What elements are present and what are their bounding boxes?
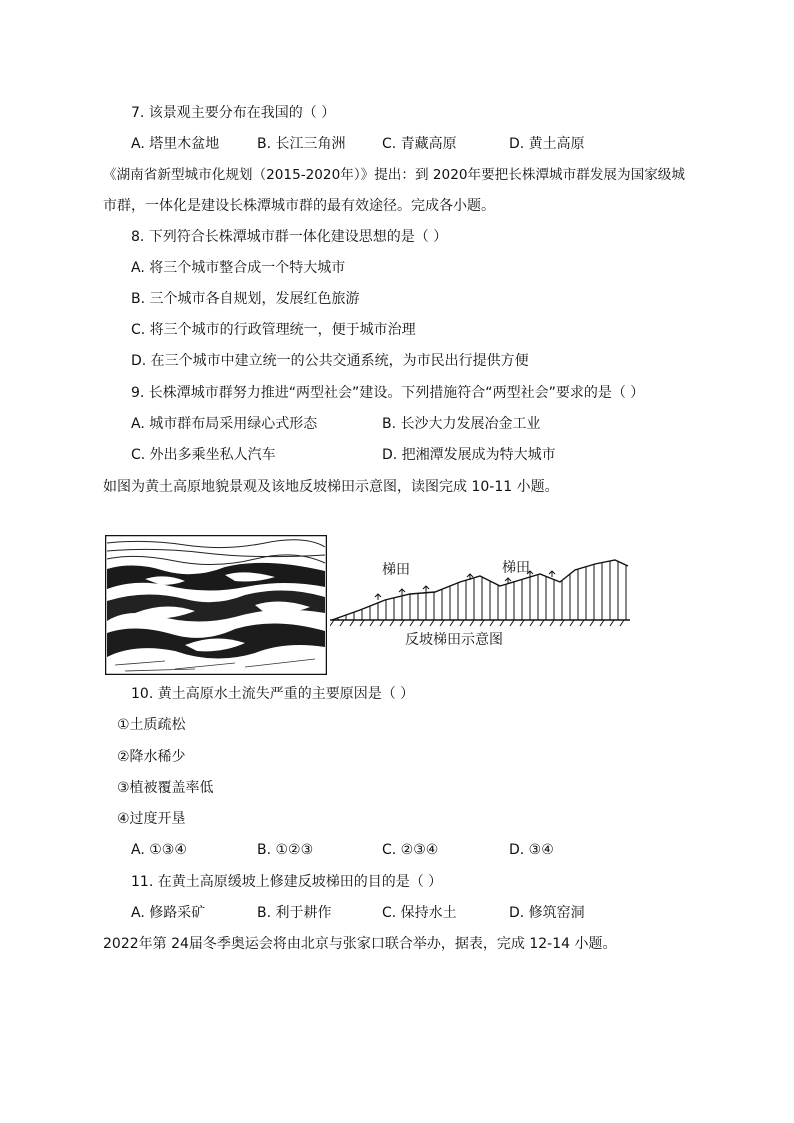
terrace-label-left: 梯田 — [382, 562, 410, 578]
terrain-profile — [332, 560, 628, 620]
q8-stem: 8. 下列符合长株潭城市群一体化建设思想的是（ ） — [131, 229, 448, 245]
q10-item-4: ④过度开垦 — [117, 811, 186, 827]
diagram-caption: 反坡梯田示意图 — [405, 632, 503, 648]
q9-option-a: A. 城市群布局采用绿心式形态 — [131, 416, 318, 432]
q9-option-b: B. 长沙大力发展冶金工业 — [382, 416, 541, 432]
q9-option-c: C. 外出多乘坐私人汽车 — [131, 447, 276, 463]
q10-option-b: B. ①②③ — [257, 842, 314, 858]
q11-option-b: B. 利于耕作 — [257, 905, 332, 921]
q10-option-c: C. ②③④ — [382, 842, 439, 858]
passage-1-line-2: 市群，一体化是建设长株潭城市群的最有效途径。完成各小题。 — [103, 198, 495, 214]
q7-option-c: C. 青藏高原 — [382, 136, 457, 152]
q7-option-a: A. 塔里木盆地 — [131, 136, 220, 152]
q10-option-d: D. ③④ — [509, 842, 554, 858]
q10-item-1: ①土质疏松 — [117, 717, 186, 733]
q11-option-c: C. 保持水土 — [382, 905, 457, 921]
q10-item-3: ③植被覆盖率低 — [117, 780, 214, 796]
q11-option-a: A. 修路采矿 — [131, 905, 206, 921]
q8-option-a: A. 将三个城市整合成一个特大城市 — [131, 260, 346, 276]
q8-option-c: C. 将三个城市的行政管理统一，便于城市治理 — [131, 322, 416, 338]
q10-item-2: ②降水稀少 — [117, 749, 186, 765]
q7-stem: 7. 该景观主要分布在我国的（ ） — [131, 105, 336, 121]
q8-option-b: B. 三个城市各自规划，发展红色旅游 — [131, 291, 360, 307]
passage-2: 如图为黄土高原地貌景观及该地反坡梯田示意图，读图完成 10-11 小题。 — [103, 479, 559, 495]
q8-option-d: D. 在三个城市中建立统一的公共交通系统，为市民出行提供方便 — [131, 353, 529, 369]
q11-stem: 11. 在黄土高原缓坡上修建反坡梯田的目的是（ ） — [131, 874, 443, 890]
q7-option-b: B. 长江三角洲 — [257, 136, 346, 152]
q10-option-a: A. ①③④ — [131, 842, 187, 858]
counter-slope-terrace-diagram — [330, 550, 630, 650]
q9-stem: 9. 长株潭城市群努力推进“两型社会”建设。下列措施符合“两型社会”要求的是（ ） — [131, 385, 645, 401]
q11-option-d: D. 修筑窑洞 — [509, 905, 585, 921]
q7-option-d: D. 黄土高原 — [509, 136, 585, 152]
loess-plateau-landscape-image — [105, 535, 327, 675]
passage-3: 2022年第 24届冬季奥运会将由北京与张家口联合举办，据表，完成 12-14 小题。 — [103, 936, 617, 952]
passage-1-line-1: 《湖南省新型城市化规划（2015-2020年）》提出：到 2020年要把长株潭城市群发展为国家级城 — [103, 167, 685, 183]
q9-option-d: D. 把湘潭发展成为特大城市 — [382, 447, 556, 463]
q10-stem: 10. 黄土高原水土流失严重的主要原因是（ ） — [131, 686, 415, 702]
terrace-label-right: 梯田 — [502, 560, 530, 576]
